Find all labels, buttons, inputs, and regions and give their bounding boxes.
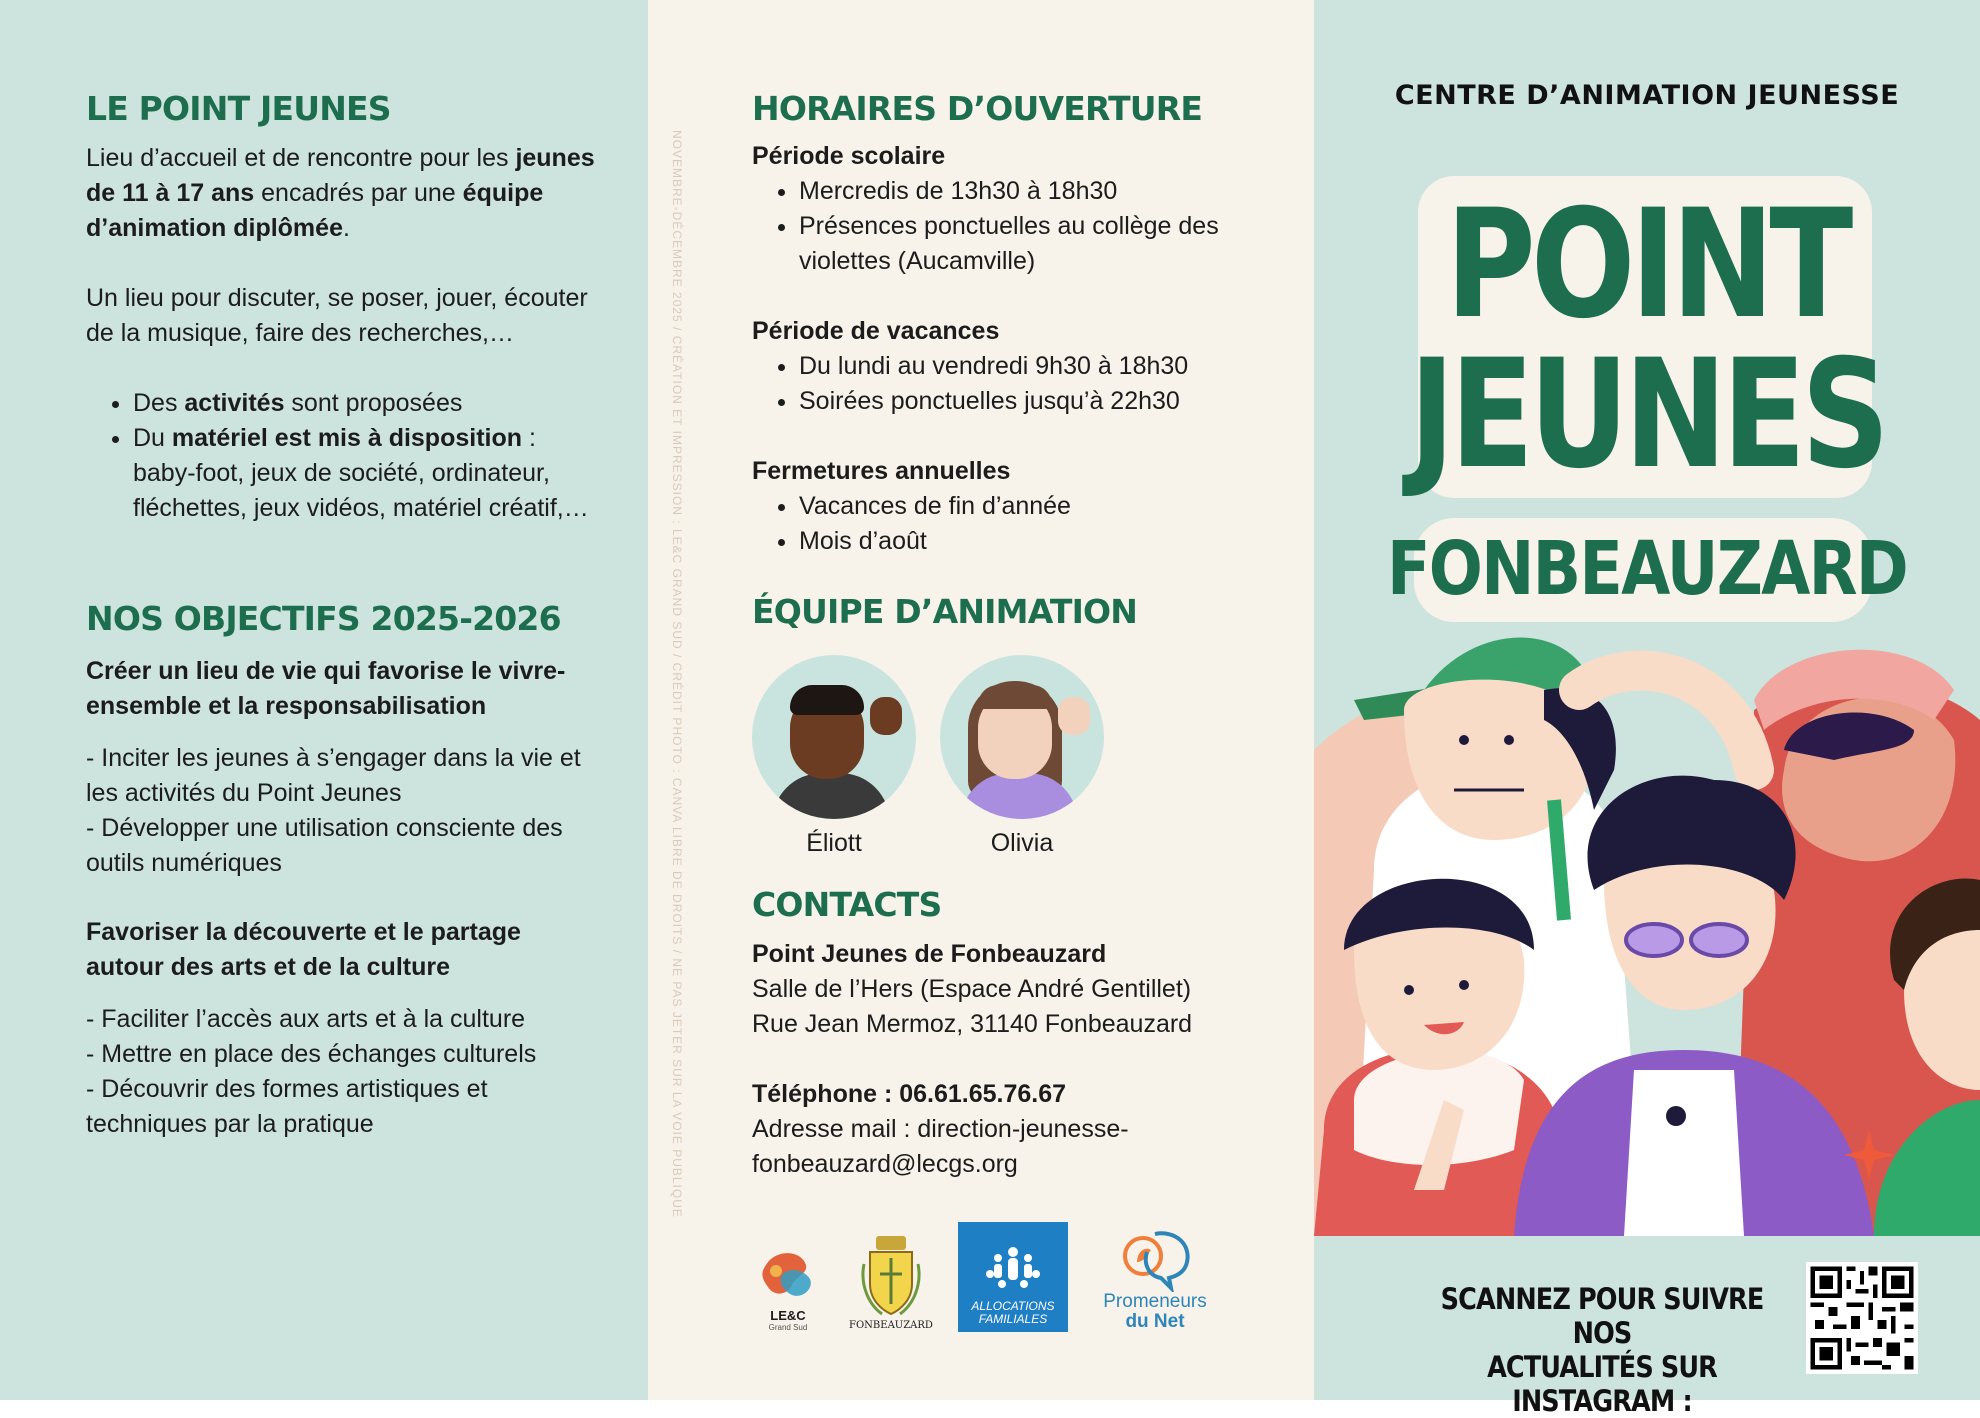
description-paragraph: Un lieu pour discuter, se poser, jouer, écouter de la musique, faire des recherches,… <box>86 284 588 348</box>
email-label: Adresse mail : direction-jeunesse- <box>752 1114 1129 1143</box>
member-name: Éliott <box>806 828 862 857</box>
cover-category: CENTRE D’ANIMATION JEUNESSE <box>1394 80 1900 111</box>
lec-logo-text: LE&C <box>770 1307 806 1323</box>
list-item: • Présences ponctuelles au collège des violettes (Aucamville) <box>799 209 1219 279</box>
instagram-cta <box>1408 1282 1795 1418</box>
cover-title-line-1: POINT <box>1445 178 1849 352</box>
list-item: • Du matériel est mis à disposition : baby-foot, jeux de société, ordinateur, fléchettes, jeux vidéos, matériel créatif,… <box>133 421 595 526</box>
promeneurs-du-net-logo <box>1092 1222 1218 1332</box>
lec-logo <box>752 1245 824 1332</box>
fonbeauzard-crest <box>848 1234 934 1332</box>
objective-line: - Découvrir des formes artistiques et techniques par la pratique <box>86 1074 488 1138</box>
closures-title: Fermetures annuelles <box>752 457 1011 486</box>
avatar <box>940 655 1104 819</box>
team-member <box>940 655 1104 858</box>
organization-name: Point Jeunes de Fonbeauzard <box>752 939 1107 968</box>
partner-logos <box>752 1222 1314 1332</box>
left-panel <box>0 0 648 1400</box>
caf-logo <box>958 1222 1068 1332</box>
objective-line: - Inciter les jeunes à s’engager dans la vie et les activités du Point Jeunes <box>86 743 581 807</box>
fonbeauzard-crest-text: FONBEAUZARD <box>849 1319 933 1331</box>
list-item: • Mercredis de 13h30 à 18h30 <box>799 174 1219 209</box>
caf-logo-text-2: FAMILIALES <box>978 1311 1048 1326</box>
list-item: • Du lundi au vendredi 9h30 à 18h30 <box>799 349 1314 384</box>
vertical-credit-text: NOVEMBRE-DÉCEMBRE 2025 / CRÉATION ET IMPRESSION : LE&C GRAND SUD / CRÉDIT PHOTO : CANVA LIBRE DE DROITS / NE PAS JETER SUR LA VOIE PUBLIQUE <box>670 130 684 1218</box>
caf-logo-text-1: ALLOCATIONS <box>971 1298 1055 1313</box>
objective-line: - Faciliter l’accès aux arts et à la culture <box>86 1004 526 1033</box>
address-line: Salle de l’Hers (Espace André Gentillet) <box>752 974 1192 1003</box>
cover-city: FONBEAUZARD <box>1386 526 1908 612</box>
instagram-qr-code[interactable] <box>1806 1262 1918 1374</box>
promeneurs-text-2: du Net <box>1125 1310 1185 1332</box>
section-heading-team: ÉQUIPE D’ANIMATION <box>752 592 1138 632</box>
cover-title-line-2: JEUNES <box>1409 328 1885 502</box>
cover-panel <box>1314 0 1980 1418</box>
list-item: • Soirées ponctuelles jusqu’à 22h30 <box>799 384 1314 419</box>
section-heading-contacts: CONTACTS <box>752 884 942 924</box>
member-name: Olivia <box>990 828 1054 857</box>
phone-number: Téléphone : 06.61.65.76.67 <box>752 1079 1067 1108</box>
youth-illustration <box>1314 630 1980 1236</box>
middle-panel <box>648 0 1314 1400</box>
objective-line: - Mettre en place des échanges culturels <box>86 1039 537 1068</box>
team-members <box>752 655 1314 858</box>
avatar <box>752 655 916 819</box>
cta-line-2: ACTUALITÉS SUR INSTAGRAM : <box>1487 1350 1717 1418</box>
school-hours-list <box>752 174 1219 279</box>
lec-logo-subtext: Grand Sud <box>768 1322 808 1332</box>
objective-title: Créer un lieu de vie qui favorise le vivre-ensemble et la responsabilisation <box>86 656 566 720</box>
holiday-hours-list <box>752 349 1314 419</box>
list-item: • Des activités sont proposées <box>133 386 595 421</box>
promeneurs-text-1: Promeneurs <box>1103 1290 1207 1312</box>
objective-title: Favoriser la découverte et le partage autour des arts et de la culture <box>86 917 521 981</box>
section-heading-objectives: NOS OBJECTIFS 2025-2026 <box>86 599 561 639</box>
section-heading-point-jeunes: LE POINT JEUNES <box>86 89 391 128</box>
address-line: Rue Jean Mermoz, 31140 Fonbeauzard <box>752 1009 1193 1038</box>
features-list <box>86 386 595 526</box>
cta-line-1: SCANNEZ POUR SUIVRE NOS <box>1440 1282 1764 1350</box>
closures-list <box>752 489 1314 559</box>
list-item: • Vacances de fin d’année <box>799 489 1314 524</box>
list-item: • Mois d’août <box>799 524 1314 559</box>
intro-paragraph: Lieu d’accueil et de rencontre pour les jeunes de 11 à 17 ans encadrés par une équipe d’animation diplômée. <box>86 144 595 243</box>
section-heading-hours: HORAIRES D’OUVERTURE <box>752 89 1203 128</box>
school-period-title: Période scolaire <box>752 142 946 171</box>
email-address: fonbeauzard@lecgs.org <box>752 1149 1018 1178</box>
holiday-period-title: Période de vacances <box>752 317 1000 346</box>
team-member <box>752 655 916 858</box>
objective-line: - Développer une utilisation consciente des outils numériques <box>86 813 563 877</box>
